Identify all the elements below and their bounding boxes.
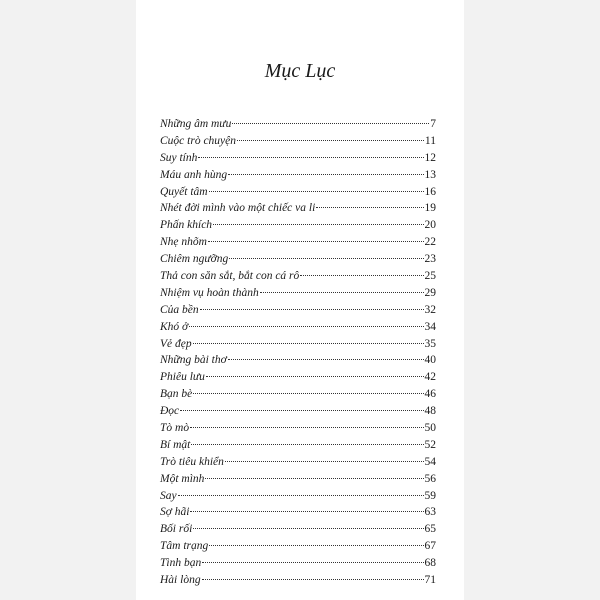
toc-entry-page-number: 63 — [424, 506, 436, 519]
dot-leader — [190, 427, 423, 428]
toc-entry-page-number: 25 — [424, 270, 436, 283]
toc-entry — [160, 287, 436, 304]
toc-entry — [160, 270, 436, 287]
toc-entry-page-number: 65 — [424, 523, 436, 536]
toc-entry-label: Trò tiêu khiển — [160, 455, 224, 468]
toc-entry-page-number: 59 — [424, 489, 436, 502]
toc-entry-label: Phiêu lưu — [160, 371, 205, 384]
dot-leader — [316, 207, 423, 208]
dot-leader — [232, 123, 429, 124]
toc-entry-page-number: 13 — [424, 168, 436, 181]
toc-entry-label: Hài lòng — [160, 574, 201, 587]
toc-entry-label: Khó ở — [160, 320, 189, 333]
toc-entry — [160, 439, 436, 456]
dot-leader — [180, 410, 423, 411]
toc-entry — [160, 152, 436, 169]
dot-leader — [208, 241, 424, 242]
dot-leader — [228, 359, 424, 360]
toc-entry — [160, 304, 436, 321]
toc-entry — [160, 186, 436, 203]
toc-entry-label: Những bài thơ — [160, 354, 227, 367]
toc-entry-page-number: 7 — [430, 118, 436, 130]
dot-leader — [209, 545, 423, 546]
dot-leader — [209, 191, 424, 192]
toc-entry — [160, 169, 436, 186]
toc-entry-label: Nhẹ nhõm — [160, 236, 207, 249]
toc-entry-page-number: 19 — [424, 202, 436, 215]
dot-leader — [202, 579, 424, 580]
toc-entry-page-number: 11 — [424, 134, 436, 147]
toc-entry-page-number: 48 — [424, 405, 436, 418]
toc-entry-page-number: 32 — [424, 303, 436, 316]
dot-leader — [213, 224, 423, 225]
toc-entry-label: Bối rối — [160, 523, 193, 536]
dot-leader — [225, 461, 424, 462]
toc-entry-page-number: 54 — [424, 455, 436, 468]
toc-entry — [160, 506, 436, 523]
dot-leader — [193, 528, 423, 529]
toc-entry — [160, 118, 436, 135]
toc-entry-label: Say — [160, 489, 177, 502]
toc-entry-label: Phấn khích — [160, 219, 213, 232]
toc-entry-page-number: 67 — [424, 540, 436, 553]
toc-entry-page-number: 46 — [424, 388, 436, 401]
toc-entry-page-number: 22 — [424, 236, 436, 249]
toc-entry-page-number: 40 — [424, 354, 436, 367]
toc-entry-page-number: 20 — [424, 219, 436, 232]
toc-entry-page-number: 29 — [424, 286, 436, 299]
toc-entry-label: Quyết tâm — [160, 185, 208, 198]
toc-entry — [160, 338, 436, 355]
toc-entry-page-number: 35 — [424, 337, 436, 350]
toc-entry-label: Tâm trạng — [160, 540, 209, 553]
toc-entry — [160, 253, 436, 270]
book-page — [136, 0, 464, 600]
dot-leader — [198, 157, 423, 158]
toc-entry-label: Một mình — [160, 472, 205, 485]
toc-entry-label: Nhét đời mình vào một chiếc va li — [160, 202, 316, 215]
toc-entry — [160, 135, 436, 152]
toc-entry — [160, 371, 436, 388]
toc-entry-label: Cuộc trò chuyện — [160, 134, 237, 147]
toc-entry-label: Bạn bè — [160, 388, 193, 401]
toc-entry-label: Của bền — [160, 303, 199, 316]
dot-leader — [260, 292, 424, 293]
toc-entry — [160, 523, 436, 540]
toc-entry — [160, 219, 436, 236]
dot-leader — [228, 174, 423, 175]
toc-entry-label: Nhiệm vụ hoàn thành — [160, 286, 259, 299]
toc-entry — [160, 202, 436, 219]
toc-entry-page-number: 34 — [424, 320, 436, 333]
toc-entry — [160, 473, 436, 490]
toc-entry-label: Vẻ đẹp — [160, 337, 192, 350]
toc-entry-label: Đọc — [160, 405, 180, 418]
toc-entry-page-number: 52 — [424, 438, 436, 451]
page-title: Mục Lục — [264, 60, 336, 82]
toc-entry-label: Tình bạn — [160, 557, 202, 570]
toc-entry — [160, 490, 436, 507]
toc-entry-label: Những âm mưu — [160, 118, 232, 130]
dot-leader — [202, 562, 423, 563]
dot-leader — [189, 326, 423, 327]
toc-entry-label: Thả con săn sắt, bắt con cá rô — [160, 270, 300, 283]
dot-leader — [193, 343, 424, 344]
dot-leader — [205, 478, 423, 479]
toc-entry-label: Chiêm ngưỡng — [160, 253, 229, 266]
dot-leader — [193, 393, 423, 394]
toc-entry — [160, 456, 436, 473]
dot-leader — [191, 444, 423, 445]
toc-entry-page-number: 68 — [424, 557, 436, 570]
dot-leader — [200, 309, 424, 310]
toc-entry-label: Sợ hãi — [160, 506, 190, 519]
toc-entry — [160, 540, 436, 557]
toc-entry — [160, 557, 436, 574]
dot-leader — [237, 140, 424, 141]
dot-leader — [229, 258, 423, 259]
toc-entry — [160, 422, 436, 439]
toc-entry — [160, 574, 436, 591]
dot-leader — [300, 275, 423, 276]
toc-entry-page-number: 56 — [424, 472, 436, 485]
toc-entry-page-number: 50 — [424, 422, 436, 435]
toc-entry — [160, 354, 436, 371]
toc-entry-page-number: 12 — [424, 151, 436, 164]
toc-entry-page-number: 42 — [424, 371, 436, 384]
toc-entry-page-number: 23 — [424, 253, 436, 266]
dot-leader — [206, 376, 424, 377]
toc-entry-label: Bí mật — [160, 438, 191, 451]
toc-entry-label: Suy tính — [160, 151, 198, 164]
dot-leader — [190, 511, 423, 512]
toc-entry-page-number: 71 — [424, 574, 436, 587]
toc-entry — [160, 405, 436, 422]
toc-entry — [160, 321, 436, 338]
table-of-contents — [160, 118, 436, 591]
dot-leader — [178, 495, 424, 496]
toc-entry-label: Tò mò — [160, 422, 190, 435]
toc-entry-label: Máu anh hùng — [160, 168, 228, 181]
toc-entry-page-number: 16 — [424, 185, 436, 198]
toc-entry — [160, 388, 436, 405]
toc-entry — [160, 236, 436, 253]
